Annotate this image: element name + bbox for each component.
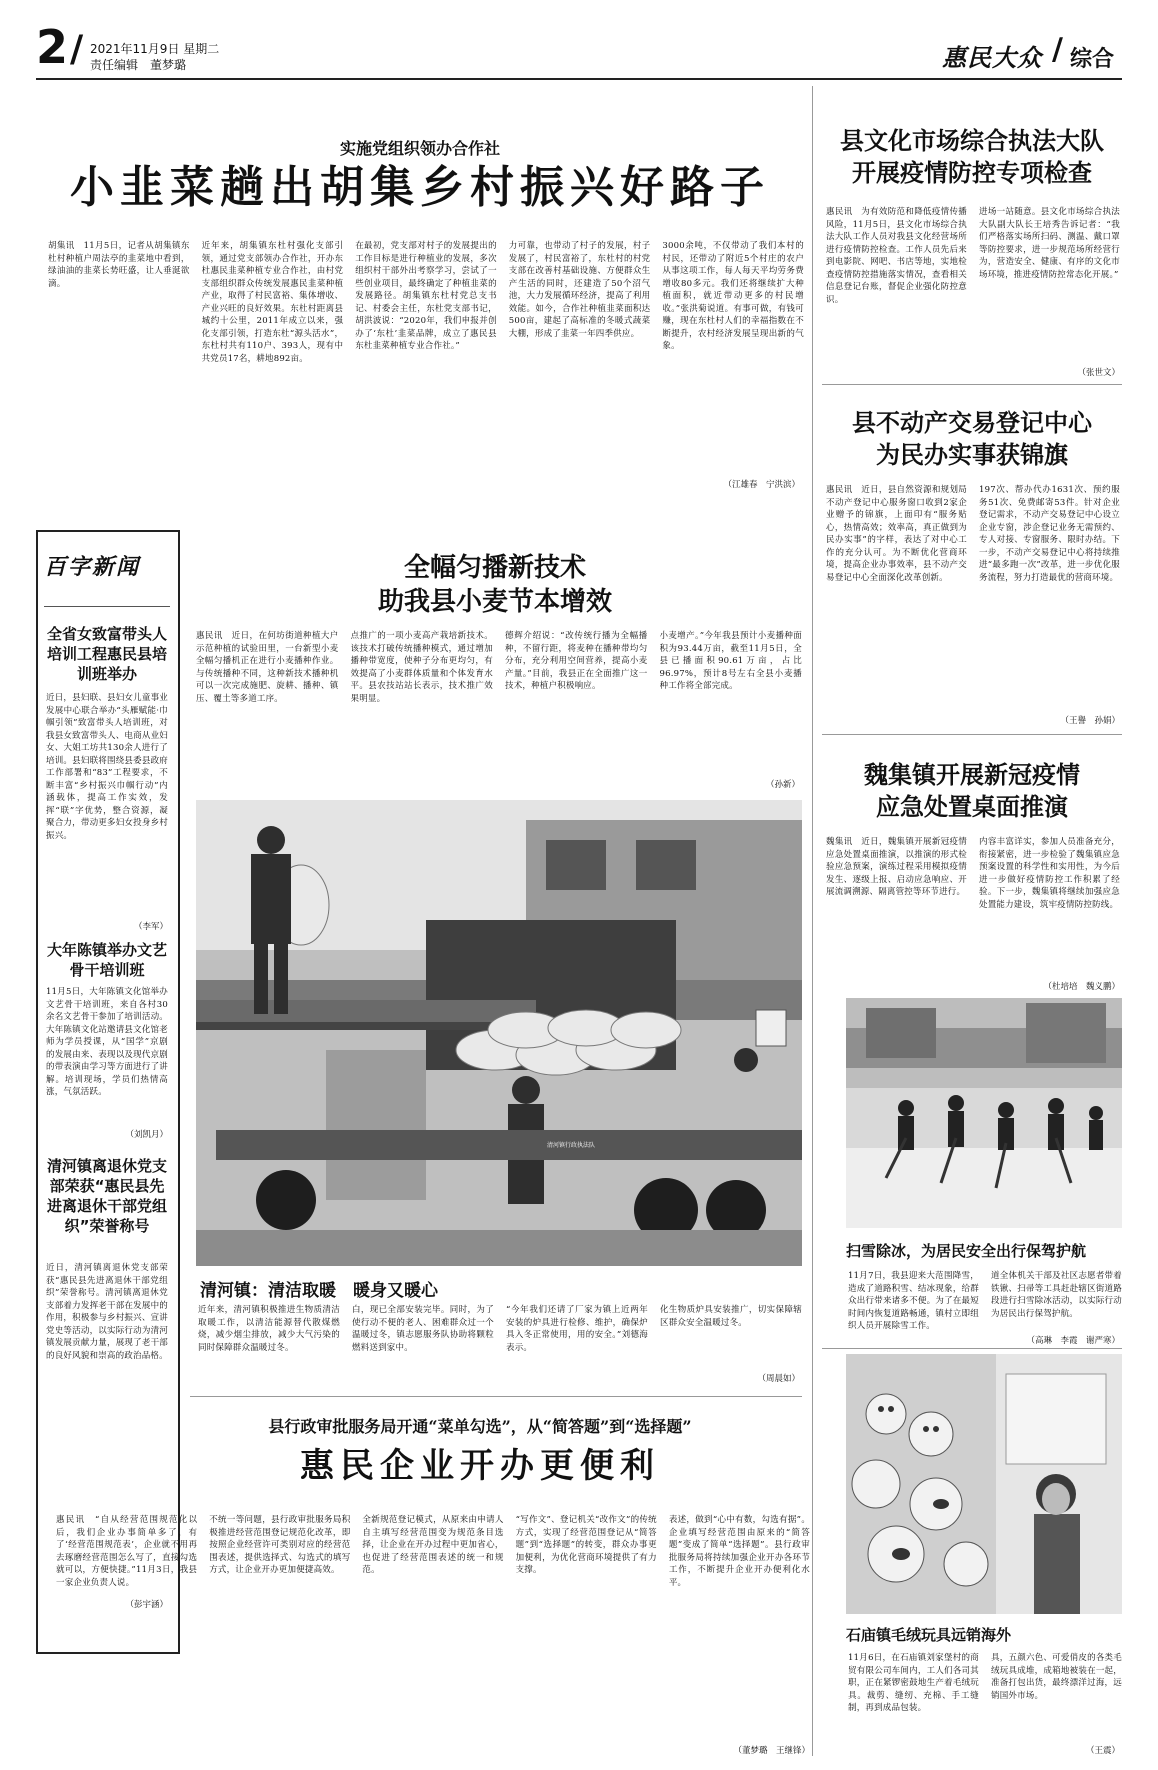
wheat-col-3: 德辉介绍说：“改传统行播为全幅播种，不留行距，将麦种在播种带均匀分布，充分利用空间营养，提高小麦产量。”目前，我县正在全面推广这一技术，种植户积极响应。: [505, 631, 648, 691]
toy-col-1: 11月6日，在石庙镇刘家堡村的商贸有限公司车间内，工人们各司其职，正在紧锣密鼓地生产着毛绒玩具。裁剪、缝纫、充棉、手工缝制，再到成品包装。: [848, 1653, 979, 1713]
bottom-col-2: 不统一等问题，县行政审批服务局积极推进经营范围登记规范化改革，即按照企业经营许可类别对应的经营范围表述，提供选择式、勾选式的填写方式，让企业开办更加便捷高效。: [209, 1515, 351, 1575]
date-line: 2021年11月9日 星期二: [90, 42, 220, 56]
right-3-col-1: 魏集讯 近日，魏集镇开展新冠疫情应急处置桌面推演，以推演的形式检验应急预案，演练过程采用模拟疫情发生、逐级上报、启动应急响应、开展流调溯源、隔离管控等环节进行。: [826, 837, 967, 897]
main-photo-image: [196, 800, 802, 1266]
main-photo-col-1: 近年来，清河镇积极推进生物质清洁取暖工作，以清洁能源替代散煤燃烧，减少烟尘排放，减少大气污染的同时保障群众温暖过冬。: [198, 1305, 340, 1353]
sidebar-logo-text: 百字新闻: [44, 555, 141, 580]
right-3-body: [826, 836, 1120, 986]
bottom-body: [56, 1514, 810, 1740]
sidebar-item-1-author: （李军）: [133, 922, 168, 932]
bottom-col-4: “写作文”、登记机关“改作文”的传统方式，实现了经营范围登记从“简答题”到“选择题”的转变，群众办事更加便利，为优化营商环境提供了有力支撑。: [515, 1515, 657, 1575]
snow-col-1: 11月7日，我县迎来大范围降雪，造成了道路积雪、结冰现象，给群众出行带来诸多不便。为了在最短时间内恢复道路畅通，镇村立即组织人员开展除雪工作。: [848, 1271, 979, 1331]
brand-logo: 惠民大众: [942, 43, 1042, 72]
snow-col-2: 道全体机关干部及社区志愿者带着铁锹、扫帚等工具赶赴辖区街道路段进行扫雪除冰活动，以实际行动为居民出行保驾护航。: [991, 1271, 1122, 1319]
header-rule: [36, 78, 1122, 80]
main-photo-col-2: 白，现已全部安装完毕。同时，为了使行动不便的老人、困难群众过一个温暖过冬，镇志愿服务队协助将颗粒燃料送到家中。: [352, 1305, 494, 1353]
main-photo-col-4: 化生物质炉具安装推广，切实保障辖区群众安全温暖过冬。: [660, 1305, 802, 1328]
section-name: 综合: [1070, 47, 1115, 72]
wheat-body: [196, 630, 802, 790]
sidebar-item-1-body: 近日，县妇联、县妇女儿童事业发展中心联合举办“头雁赋能·巾帼引领”致富带头人培训班，对我县女致富带头人、电商从业妇女、大姐工坊共130余人进行了培训。县妇联将围绕县委县政府工作部署和“83”工程要求，不断丰富“乡村振兴巾帼行动”内涵载体，提高工作实效，发挥“联”字优势，整合资源，凝聚合力，带动更多妇女投身乡村振兴。: [46, 693, 168, 841]
lead-col-1: 胡集讯 11月5日，记者从胡集镇东杜村种植户周法亭的韭菜地中看到，绿油油的韭菜长势旺盛，让人垂涎欲滴。: [48, 241, 190, 289]
snow-author: （高琳 李霞 谢严寒）: [1026, 1336, 1120, 1346]
sidebar-item-2-title: 大年陈镇举办文艺骨干培训班: [46, 941, 167, 979]
toy-caption: 石庙镇毛绒玩具远销海外: [846, 1626, 1012, 1644]
lead-title: 小韭菜趟出胡集乡村振兴好路子: [70, 162, 770, 213]
wheat-title-line1: 全幅匀播新技术: [403, 553, 586, 583]
main-photo: [196, 800, 802, 1266]
bottom-col-1: 惠民讯 “自从经营范围规范化以后，我们企业办事简单多了，有了‘经营范围规范表’，企业就不用再去琢磨经营范围怎么写了，直接勾选就可以，方便快捷。”11月3日，我县一家企业负责人说。: [56, 1515, 198, 1588]
editor-line: 责任编辑 董梦璐: [90, 58, 187, 72]
wheat-col-4: 小麦增产。”今年我县预计小麦播种面积为93.44万亩，截至11月5日，全县已播面积90.61万亩，占比96.97%，预计8号左右全县小麦播种工作将全部完成。: [659, 631, 802, 691]
wheat-col-2: 点推广的一项小麦高产栽培新技术。该技术打破传统播种模式，通过增加播种带宽度，使种子分布更均匀，有效提高了小麦群体质量和个体发育水平。县农技站站长表示，技术推广效果明显。: [350, 631, 493, 704]
right-1-title-line1: 县文化市场综合执法大队: [840, 127, 1104, 155]
lead-col-4: 力可靠，也带动了村子的发展，村子发展了，村民富裕了，东杜村的村党支部在改善村基础设施、方便群众生产生活的同时，还建造了50个沼气池，大力发展循环经济，提高了利用效能。如今，合作社种植韭菜面积达500亩，建起了高标准的冬暖式蔬菜大棚，形成了韭菜一年四季供应。: [508, 241, 651, 339]
bottom-author: （董梦璐 王继锋）: [733, 1746, 810, 1756]
lead-kicker: 实施党组织领办合作社: [339, 139, 500, 158]
right-2-title-line2: 为民办实事获锦旗: [876, 441, 1068, 469]
sidebar-item-3-body: 近日，清河镇离退休党支部荣获“惠民县先进离退休干部党组织”荣誉称号。清河镇离退休党支部着力发挥老干部在发展中的作用，积极参与乡村振兴、宣讲党史等活动，以实际行动为清河镇发展贡献力量，展现了老干部的良好风貌和崇高的政治品格。: [46, 1263, 168, 1361]
right-2-col-2: 197次、帮办代办1631次、预约服务51次、免费邮寄53件。针对企业登记需求，不动产交易登记中心设立企业专窗，涉企登记业务无需预约、专人对接、专窗服务、限时办结。下一步，不动产交易登记中心将持续推进“最多跑一次”改革，进一步优化服务流程，努力打造最优的营商环境。: [979, 485, 1120, 583]
wheat-title-line2: 助我县小麦节本增效: [377, 587, 612, 617]
section-divider: /: [1052, 32, 1063, 67]
bottom-rule: [190, 1396, 802, 1397]
sidebar-item-3-author: （彭宇涵）: [125, 1600, 168, 1610]
bottom-kicker: 县行政审批服务局开通“菜单勾选”，从“简答题”到“选择题”: [268, 1417, 692, 1436]
page-number-slash: /: [70, 28, 84, 70]
right-3-title-line1: 魏集镇开展新冠疫情: [864, 761, 1080, 789]
sidebar-item-2-author: （刘凯月）: [125, 1130, 168, 1140]
right-1-body: [826, 206, 1120, 376]
right-1-title-line2: 开展疫情防控专项检查: [852, 159, 1092, 187]
right-1-author: （张世文）: [1077, 368, 1120, 378]
right-3-col-2: 内容丰富详实，参加人员准备充分，衔接紧密，进一步检验了魏集镇应急预案设置的科学性和实用性，为今后进一步做好疫情防控工作积累了经验。下一步，魏集镇将继续加强应急处置能力建设，筑牢疫情防控防线。: [979, 837, 1120, 910]
right-2-body: [826, 484, 1120, 724]
right-rule-1: [822, 384, 1122, 385]
sidebar-logo: [44, 550, 170, 607]
toy-photo: [846, 1354, 1122, 1614]
right-2-col-1: 惠民讯 近日，县自然资源和规划局不动产登记中心服务窗口收到2家企业赠予的锦旗，上面印有“服务贴心，热情高效；效率高，真正做到为民办实事”的字样，表达了对中心工作的充分认可。为不断优化营商环境，提高企业办事效率，县不动产交易登记中心全面深化改革创新。: [826, 485, 967, 583]
toy-photo-image: [846, 1354, 1122, 1614]
main-photo-sign: 清河镇行政执法队: [546, 1142, 595, 1149]
right-1-col-1: 惠民讯 为有效防范和降低疫情传播风险，11月5日，县文化市场综合执法大队工作人员对我县文化经营场所进行疫情防控检查。工作人员先后来到电影院、网吧、书店等地，实地检查疫情防控措施落实情况，查看相关信息登记台账，督促企业强化防控意识。: [826, 207, 967, 305]
lead-body: [48, 240, 804, 500]
right-1-col-2: 进场一站随意。县文化市场综合执法大队副大队长王培秀告诉记者：“我们严格落实场所扫码、测温、戴口罩等防控要求，进一步规范场所经营行为，营造安全、健康、有序的文化市场环境，推进疫情防控常态化开展。”: [979, 207, 1120, 280]
right-3-title-line2: 应急处置桌面推演: [876, 793, 1068, 821]
lead-col-5: 3000余吨，不仅带动了我们本村的村民，还带动了附近5个村庄的农户从事这项工作，每人每天平均劳务费增收80多元。我们还将继续扩大种植面积，就近带动更多的村民增收。”张洪菊说道。有事可做，有钱可赚，现在东杜村人们的幸福指数在不断提升，农村经济发展呈现出新的气象。: [662, 241, 804, 351]
lead-col-2: 近年来，胡集镇东杜村强化支部引领，通过党支部领办合作社，开办东杜惠民韭菜种植专业合作社，由村党支部组织群众传统发展惠民韭菜种植产业，取得了村民富裕、集体增收、产业兴旺的良好效果。东杜村距离县城约十公里，2011年成立以来，强化支部引领，打造东杜“源头活水”，东杜村共有110户、393人，现有中共党员17名，耕地892亩。: [201, 241, 344, 364]
lead-author: （江雄春 宁洪滨）: [723, 480, 800, 490]
right-rule-2: [822, 734, 1122, 735]
sidebar-item-2-body: 11月5日，大年陈镇文化馆举办文艺骨干培训班，来自各村30余名文艺骨干参加了培训活动。大年陈镇文化站邀请县文化馆老师为学员授课，从“国学”京剧的发展由来、表现以及现代京剧的带表演由学习等方面进行了讲解。培训现场，学员们热情高涨，气氛活跃。: [46, 987, 168, 1097]
snow-photo-image: [846, 998, 1122, 1228]
toy-body: [848, 1652, 1122, 1748]
sidebar-item-3-title: 清河镇离退休党支部荣获“惠民县先进离退休干部党组织”荣誉称号: [46, 1157, 167, 1235]
vertical-rule-right: [812, 86, 813, 1756]
toy-col-2: 具，五颜六色、可爱俏皮的各类毛绒玩具成堆，成箱地被装在一起，准备打包出货，最终漂洋过海，远销国外市场。: [991, 1653, 1122, 1701]
right-3-author: （杜培培 魏义鹏）: [1043, 982, 1120, 992]
right-2-title-line1: 县不动产交易登记中心: [852, 409, 1092, 437]
lead-col-3: 在最初，党支部对村子的发展提出的工作目标是进行种植业的发展，多次组织村干部外出考察学习，尝试了一些创业项目，最终确定了种植韭菜的发展路径。胡集镇东杜村党总支书记、村委会主任，东杜党支部书记，胡洪波说：“2020年，我们申报并创办了‘东杜’韭菜品牌，成立了惠民县东杜韭菜种植专业合作社。”: [355, 241, 497, 351]
snow-body: [848, 1270, 1122, 1340]
toy-author: （王震）: [1085, 1746, 1120, 1756]
wheat-col-1: 惠民讯 近日，在何坊街道种植大户示范种植的试验田里，一台新型小麦全幅匀播机正在进行小麦播种作业。与传统播种不同，这种新技术播种机可以一次完成施肥、旋耕、播种、镇压、覆土等多道工序。: [196, 631, 339, 704]
right-rule-3: [822, 1348, 1122, 1349]
main-photo-author: （周晨如）: [757, 1374, 800, 1384]
sidebar-item-1-title: 全省女致富带头人培训工程惠民县培训班举办: [46, 625, 167, 683]
bottom-title: 惠民企业开办更便利: [300, 1446, 660, 1486]
snow-caption: 扫雪除冰，为居民安全出行保驾护航: [846, 1242, 1087, 1260]
bottom-col-5: 表述，做到“心中有数，勾选有据”。企业填写经营范围由原来的“简答题”变成了简单“选择题”。县行政审批服务局将持续加强企业开办各环节工作，不断提升企业开办便利化水平。: [668, 1515, 811, 1588]
bottom-col-3: 全新规范登记模式，从原来由申请人自主填写经营范围变为规范条目选择，让企业在开办过程中更加省心，也促进了经营范围表述的统一和规范。: [362, 1515, 504, 1575]
right-2-author: （王譽 孙娟）: [1060, 716, 1120, 726]
page-number: 2: [36, 20, 69, 74]
wheat-author: （孙新）: [765, 780, 800, 790]
main-photo-caption: 清河镇：清洁取暖 暖身又暖心: [200, 1281, 438, 1301]
snow-photo: [846, 998, 1122, 1228]
main-photo-col-3: “今年我们还请了厂家为镇上近两年安装的炉具进行检修、维护，确保炉具入冬正常使用，用的安全。”刘德海表示。: [506, 1305, 648, 1353]
